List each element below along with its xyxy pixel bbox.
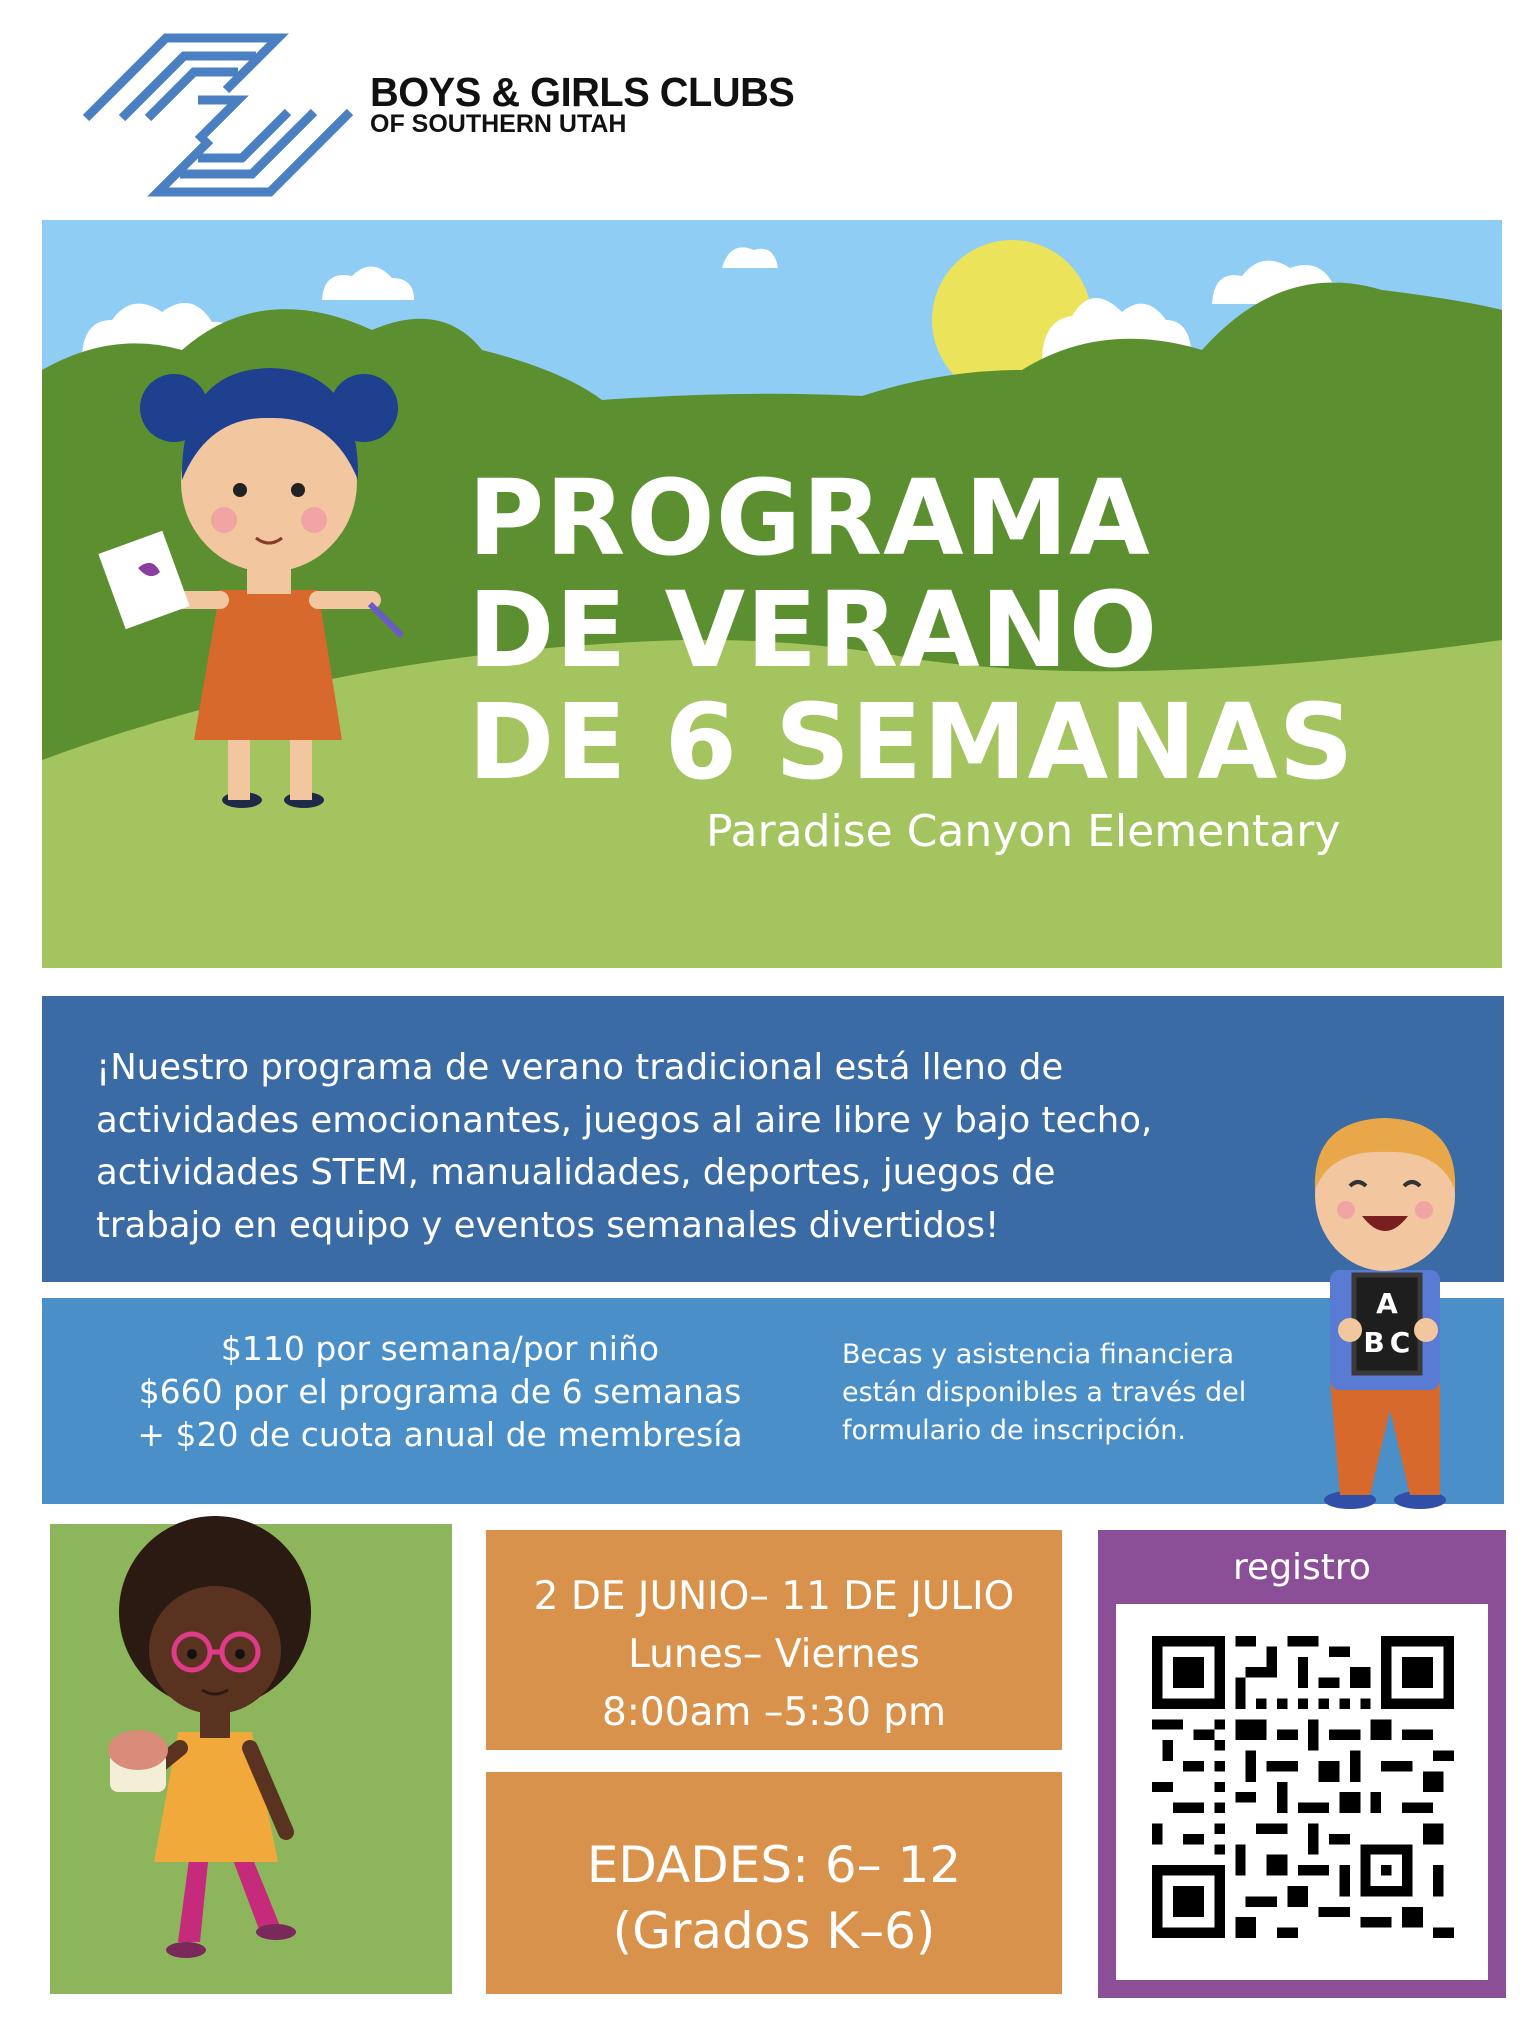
org-subtitle: OF SOUTHERN UTAH [370,110,627,138]
boys-girls-clubs-logo-icon [78,30,358,200]
registration-label: registro [1233,1547,1371,1588]
school-name: Paradise Canyon Elementary [706,806,1341,857]
aid-line: formulario de inscripción. [842,1415,1186,1446]
hero-title-line: DE VERANO [468,569,1159,691]
chalkboard-letter: C [1389,1326,1411,1359]
grades-range: (Grados K–6) [612,1902,936,1960]
price-line: $110 por semana/por niño [220,1329,660,1368]
description-line: actividades emocionantes, juegos al aire libre y bajo techo, [96,1099,1153,1141]
ages-range: EDADES: 6– 12 [586,1836,962,1894]
price-line: $660 por el programa de 6 semanas [138,1372,742,1411]
description-line: trabajo en equipo y eventos semanales divertidos! [96,1204,1000,1246]
chalkboard-letter: B [1363,1326,1385,1359]
org-name: BOYS & GIRLS CLUBS [370,69,795,115]
program-hours: 8:00am –5:30 pm [601,1690,947,1735]
description-line: actividades STEM, manualidades, deportes, juegos de [96,1152,1056,1193]
qr-code-icon[interactable] [1152,1636,1454,1938]
description-line: ¡Nuestro programa de verano tradicional está lleno de [96,1047,1064,1088]
chalkboard-letter: A [1376,1287,1398,1320]
boy-chalkboard-illustration [1290,1090,1480,1512]
program-dates: 2 DE JUNIO– 11 DE JULIO [533,1574,1015,1619]
price-line: + $20 de cuota anual de membresía [137,1415,743,1454]
hero-title [468,457,1355,803]
aid-line: están disponibles a través del [842,1377,1247,1408]
aid-line: Becas y asistencia financiera [842,1339,1235,1370]
description-text [96,1042,1296,1252]
hero-title-line: PROGRAMA [468,457,1151,579]
hero-title-line: DE 6 SEMANAS [468,681,1355,803]
program-days: Lunes– Viernes [628,1632,920,1677]
financial-aid-note [842,1336,1312,1450]
schedule-text [486,1568,1062,1742]
ages-text [486,1832,1062,1964]
girl-cupcake-illustration [90,1512,340,1972]
pricing-text [80,1327,800,1456]
